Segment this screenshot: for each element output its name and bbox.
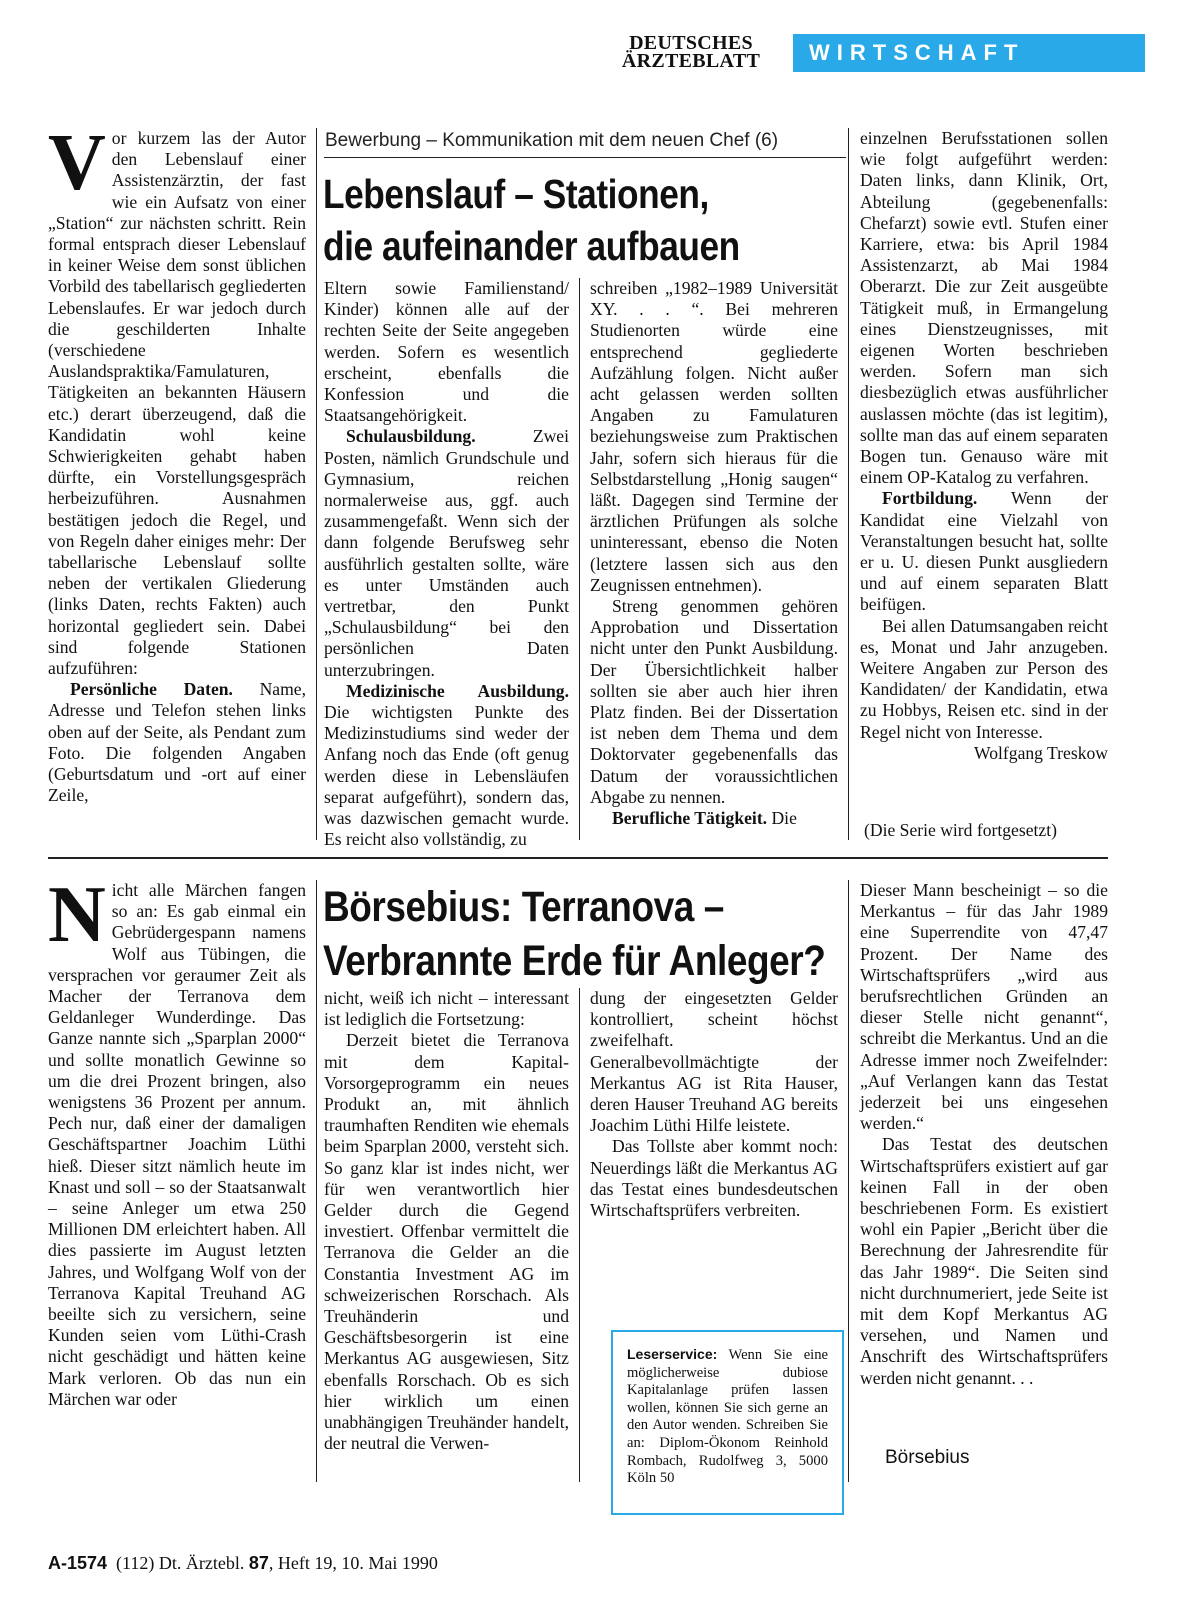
paragraph: Zwei Posten, nämlich Grundschule und Gymnasium, reichen normalerweise aus, ggf. auch zusammengefaßt. Wenn sich der dann folgende Berufsweg sehr ausführlich gestalten sollte, wäre es unter Umständen auch vertretbar, den Punkt „Schulausbildung“ bei den persönlichen Daten unterzubringen. [324, 426, 569, 680]
paragraph: Die [767, 808, 797, 829]
footer-citation: (112) Dt. Ärztebl. [107, 1553, 249, 1573]
headline-line-2: Verbrannte Erde für Anleger? [323, 937, 826, 985]
kicker-rule [324, 157, 846, 158]
paragraph: Die wichtigsten Punkte des Medizinstudiums sind weder der Anfang noch das Ende (oft genug werden diese in Lebensläufen separat aufgeführt), sondern das, was dazwischen gemacht wurde. Es reicht also vollständig, zu [324, 702, 569, 850]
article2-column-2 [324, 988, 569, 1454]
article-kicker: Bewerbung – Kommunikation mit dem neuen Chef (6) [325, 130, 779, 151]
paragraph: schreiben „1982–1989 Universität XY. . . “. Bei mehreren Studienorten würde eine entsprechend gegliederte Aufzählung folgen. Nicht außer acht gelassen werden sollten Angaben zu Famulaturen beziehungsweise zum Praktischen Jahr, sofern sich hieraus für die Selbstdarstellung „Honig saugen“ läßt. Dagegen sind Termine der ärztlichen Prüfungen als solche uninteressant, ebenso die Noten (letztere lassen sich aus den Zeugnissen entnehmen). [590, 278, 838, 595]
paragraph: Name, Adresse und Telefon stehen links oben auf der Seite, als Pendant zum Foto. Die folgenden Angaben (Geburtsdatum und -ort auf einer Zeile, [48, 679, 306, 806]
column-rule [579, 988, 580, 1482]
paragraph: or kurzem las der Autor den Lebenslauf einer Assistenzärztin, der fast wie ein Aufsatz von einer „Station“ zur nächsten schritt. Rein formal entsprach dieser Lebenslauf in keiner Weise dem sonst üblichen Vorbild des tabellarisch gegliederten Lebenslaufes. Er war jedoch durch die geschilderten Inhalte (verschiedene Auslandspraktika/Famulaturen, Tätigkeiten an bekannten Häusern etc.) derart überzeugend, daß die Kandidatin wohl keine Schwierigkeiten gehabt haben dürfte, ein Vorstellungsgespräch herbeizuführen. Ausnahmen bestätigen jedoch die Regel, und von Regeln daher einiges mehr: Der tabellarische Lebenslauf sollte neben der vertikalen Gliederung (links Daten, rechts Fakten) auch horizontal gegliedert sein. Dabei sind folgende Stationen aufzuführen: [48, 128, 306, 679]
column-rule [848, 128, 849, 840]
paragraph: Das Tollste aber kommt noch: Neuerdings läßt die Merkantus AG das Testat eines bundesdeutschen Wirtschaftsprüfers verbreiten. [590, 1136, 838, 1221]
volume-number: 87 [248, 1553, 269, 1573]
column-rule [316, 128, 317, 840]
paragraph: einzelnen Berufsstationen sollen wie folgt aufgeführt werden: Daten links, dann Klinik, Ort, Abteilung (gegebenenfalls: Chefarzt) sowie evtl. Stufen einer Karriere, etwa: bis April 1984 Assistenzarzt, ab Mai 1984 Oberarzt. Die zur Zeit ausgeübte Tätigkeit muß, in Ermangelung eines Dienstzeugnisses, mit eigenen Worten beschrieben werden. Sofern man sich diesbezüglich etwas ausführlicher auslassen möchte (das ist legitim), sollte man das auf einem separaten Bogen tun. Genauso wäre mit einem OP-Katalog zu verfahren. [860, 128, 1108, 488]
author-name: Wolfgang Treskow [974, 742, 1108, 763]
subheading: Fortbildung. [882, 488, 978, 509]
article1-column-3 [590, 278, 838, 829]
subheading: Persönliche Daten. [70, 679, 233, 700]
footer-issue: , Heft 19, 10. Mai 1990 [268, 1553, 438, 1573]
paragraph: nicht, weiß ich nicht – interessant ist lediglich die Fortsetzung: [324, 988, 569, 1030]
article-separator [48, 857, 1108, 859]
subheading: Berufliche Tätigkeit. [612, 808, 768, 829]
paragraph: Eltern sowie Familienstand/ Kinder) können alle auf der rechten Seite der Seite angegeben werden. Sofern es wesentlich erscheint, ebenfalls die Konfession und die Staatsangehörigkeit. [324, 278, 569, 426]
paragraph: Das Testat des deutschen Wirtschaftsprüfers existiert auf gar keinen Fall in der oben beschriebenen Form. Es existiert wohl ein Papier „Bericht über die Berechnung der Jahresrendite für das Jahr 1989“. Die Seiten sind nicht durchnumeriert, jede Seite ist mit dem Kopf Merkantus AG versehen, und Namen und Anschrift des Wirtschaftsprüfers werden nicht genannt. . . [860, 1134, 1108, 1388]
article-headline [323, 168, 740, 272]
section-tag: WIRTSCHAFT [793, 34, 1145, 72]
paragraph: Bei allen Datumsangaben reicht es, Monat und Jahr anzugeben. Weitere Angaben zur Person des Kandidaten/ der Kandidatin, etwa zu Hobbys, Reisen etc. sind in der Regel nicht von Interesse. [860, 615, 1108, 742]
column-rule [579, 278, 580, 840]
article1-column-4 [860, 128, 1108, 764]
article2-column-1 [48, 871, 306, 1410]
headline-line-1: Börsebius: Terranova – [323, 883, 724, 931]
article1-column-1 [48, 119, 306, 807]
paragraph: Wenn der Kandidat eine Vielzahl von Veranstaltungen besucht hat, sollte er u. U. diesen Punkt ausgliedern und auf einem separaten Blatt beifügen. [860, 488, 1108, 615]
paragraph: icht alle Märchen fangen so an: Es gab einmal ein Gebrüdergespann namens Wolf aus Tübingen, die versprachen vor geraumer Zeit als Macher der Terranova dem Geldanleger Wunderdinge. Das Ganze nannte sich „Sparplan 2000“ und sollte monatlich Gewinne so um die drei Prozent bringen, also wenigstens 36 Prozent per annum. Pech nur, daß einer der damaligen Geschäftspartner Joachim Lüthi hieß. Dieser sitzt nämlich heute im Knast und soll – so der Staatsanwalt – seine Anleger um etwa 250 Millionen DM erleichtert haben. All dies passierte im August letzten Jahres, und Wolfgang Wolf von der Terranova Kapital Treuhand AG beeilte sich zu versichern, seine Kunden seien vom Lüthi-Crash nicht geschädigt und hätten keine Mark verloren. Ob das nun ein Märchen war oder [48, 880, 306, 1409]
headline-line-2: die aufeinander aufbauen [323, 223, 740, 269]
page-footer [48, 1553, 438, 1574]
paragraph: Derzeit bietet die Terranova mit dem Kapital-Vorsorgeprogramm ein neues Produkt an, mit ähnlich traumhaften Renditen wie ehemals beim Sparplan 2000, versteht sich. So ganz klar ist indes nicht, wer für wen verantwortlich hier Gelder durch die Gegend investiert. Offenbar vermittelt die Terranova die Gelder an die Constantia Investment AG im schweizerischen Rorschach. Als Treuhänderin und Geschäftsbesorgerin ist eine Merkantus AG ausgewiesen, Sitz ebenfalls Rorschach. Ob es sich hier wirklich um einen unabhängigen Treuhänder handelt, der neutral die Verwen- [324, 1030, 569, 1454]
box-text: Wenn Sie eine möglicherweise dubiose Kapitalanlage prüfen lassen wollen, können Sie sich gerne an den Autor wenden. Schreiben Sie an: Diplom-Ökonom Reinhold Rombach, Rudolfweg 3, 5000 Köln 50 [627, 1347, 828, 1487]
author-name: Börsebius [885, 1447, 970, 1468]
paragraph: dung der eingesetzten Gelder kontrolliert, scheint höchst zweifelhaft. Generalbevollmächtigte der Merkantus AG ist Rita Hauser, deren Hauser Treuhand AG bereits Joachim Lüthi Hilfe leistete. [590, 988, 838, 1136]
series-note: (Die Serie wird fortgesetzt) [864, 820, 1057, 840]
masthead-line-2: ÄRZTEBLATT [621, 50, 761, 72]
paragraph: Streng genommen gehören Approbation und Dissertation nicht unter den Punkt Ausbildung. Der Übersichtlichkeit halber sollten sie aber auch hier ihren Platz finden. Bei der Dissertation ist neben dem Thema und dem Doktorvater gegebenenfalls das Datum der voraussichtlichen Abgabe zu nennen. [590, 596, 838, 807]
masthead-logo [611, 34, 771, 70]
article2-column-4 [860, 880, 1108, 1389]
dropcap: V [48, 119, 106, 207]
article1-column-2 [324, 278, 569, 850]
column-rule [316, 880, 317, 1482]
article2-column-3 [590, 988, 838, 1221]
article-headline [323, 880, 825, 988]
dropcap: N [48, 871, 106, 959]
subheading: Medizinische Ausbildung. [346, 680, 569, 701]
page-number: A-1574 [48, 1553, 108, 1573]
subheading: Schulausbildung. [346, 426, 476, 447]
box-label: Leserservice: [627, 1346, 718, 1362]
headline-line-1: Lebenslauf – Stationen, [323, 171, 709, 217]
paragraph: Dieser Mann bescheinigt – so die Merkantus – für das Jahr 1989 eine Superrendite von 47,47 Prozent. Der Name des Wirtschaftsprüfers „wird aus berufsrechtlichen Gründen an dieser Stelle nicht genannt“, schreibt die Merkantus. Und an die Adresse immer noch Zweifelnder: „Auf Verlangen kann das Testat jederzeit bei uns eingesehen werden.“ [860, 880, 1108, 1134]
reader-service-box [611, 1330, 844, 1515]
column-rule [848, 880, 849, 1482]
masthead-line-1: DEUTSCHES [629, 32, 753, 54]
